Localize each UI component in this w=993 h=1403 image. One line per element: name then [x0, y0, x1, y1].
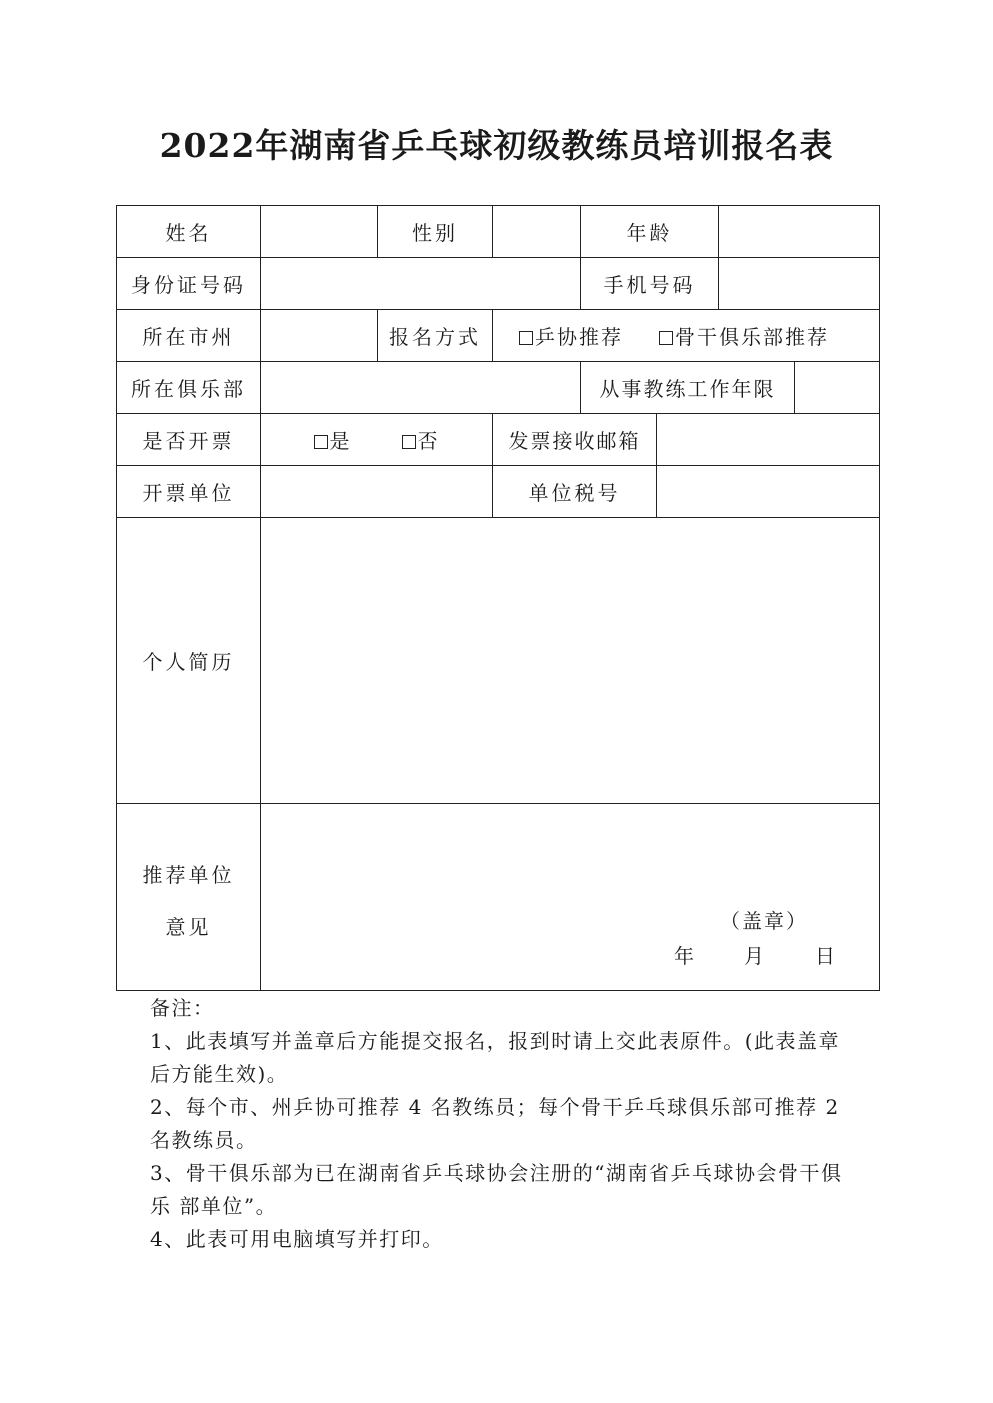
note-item: 1、此表填写并盖章后方能提交报名，报到时请上交此表原件。(此表盖章后方能生效)。: [150, 1029, 841, 1086]
recommend-opinion-field[interactable]: [261, 804, 880, 991]
signup-method-options: [493, 310, 880, 362]
notes-section: [150, 992, 850, 1256]
checkbox-icon: [659, 331, 673, 345]
coaching-years-label: 从事教练工作年限: [581, 362, 795, 414]
club-field[interactable]: [261, 362, 581, 414]
name-field[interactable]: [261, 206, 378, 258]
registration-form-table: [116, 205, 880, 991]
date-year-label: 年: [674, 944, 694, 968]
note-item: 3、骨干俱乐部为已在湖南省乒乓球协会注册的“湖南省乒乓球协会骨干俱乐 部单位”。: [150, 1161, 843, 1218]
association-recommend-checkbox[interactable]: 乒协推荐: [519, 325, 623, 349]
seal-label: （盖章）: [720, 909, 808, 933]
tax-id-field[interactable]: [657, 466, 880, 518]
id-number-field[interactable]: [261, 258, 581, 310]
club-label: 所在俱乐部: [117, 362, 261, 414]
note-item: 2、每个市、州乒协可推荐 4 名教练员；每个骨干乒乓球俱乐部可推荐 2 名教练员。: [150, 1095, 840, 1152]
invoice-unit-field[interactable]: [261, 466, 493, 518]
table-row: [117, 362, 880, 414]
page-title: 2022年湖南省乒乓球初级教练员培训报名表: [159, 126, 834, 165]
note-item: 4、此表可用电脑填写并打印。: [150, 1227, 444, 1251]
table-row: [117, 804, 880, 991]
invoice-label: 是否开票: [117, 414, 261, 466]
checkbox-icon: [519, 331, 533, 345]
id-number-label: 身份证号码: [117, 258, 261, 310]
resume-field[interactable]: [261, 518, 880, 804]
table-row: [117, 258, 880, 310]
checkbox-icon: [402, 435, 416, 449]
city-field[interactable]: [261, 310, 378, 362]
gender-field[interactable]: [493, 206, 581, 258]
club-recommend-checkbox[interactable]: 骨干俱乐部推荐: [659, 325, 829, 349]
invoice-yes-checkbox[interactable]: 是: [314, 425, 352, 454]
age-field[interactable]: [719, 206, 880, 258]
city-label: 所在市州: [117, 310, 261, 362]
phone-label: 手机号码: [581, 258, 719, 310]
date-month-label: 月: [744, 944, 764, 968]
checkbox-icon: [314, 435, 328, 449]
invoice-no-checkbox[interactable]: 否: [402, 425, 440, 454]
table-row: [117, 206, 880, 258]
table-row: [117, 310, 880, 362]
table-row: [117, 518, 880, 804]
recommend-opinion-label: [117, 804, 261, 991]
table-row: [117, 466, 880, 518]
invoice-options: [261, 414, 493, 466]
name-label: 姓名: [117, 206, 261, 258]
recommend-label-line-2: 意见: [165, 915, 212, 939]
tax-id-label: 单位税号: [493, 466, 657, 518]
coaching-years-field[interactable]: [795, 362, 880, 414]
date-day-label: 日: [815, 944, 835, 968]
invoice-email-label: 发票接收邮箱: [493, 414, 657, 466]
gender-label: 性别: [378, 206, 493, 258]
invoice-email-field[interactable]: [657, 414, 880, 466]
age-label: 年龄: [581, 206, 719, 258]
recommend-label-line-1: 推荐单位: [142, 863, 235, 887]
resume-label: 个人简历: [117, 518, 261, 804]
signup-method-label: 报名方式: [378, 310, 493, 362]
phone-field[interactable]: [719, 258, 880, 310]
table-row: [117, 414, 880, 466]
notes-heading: 备注：: [150, 996, 215, 1020]
invoice-unit-label: 开票单位: [117, 466, 261, 518]
